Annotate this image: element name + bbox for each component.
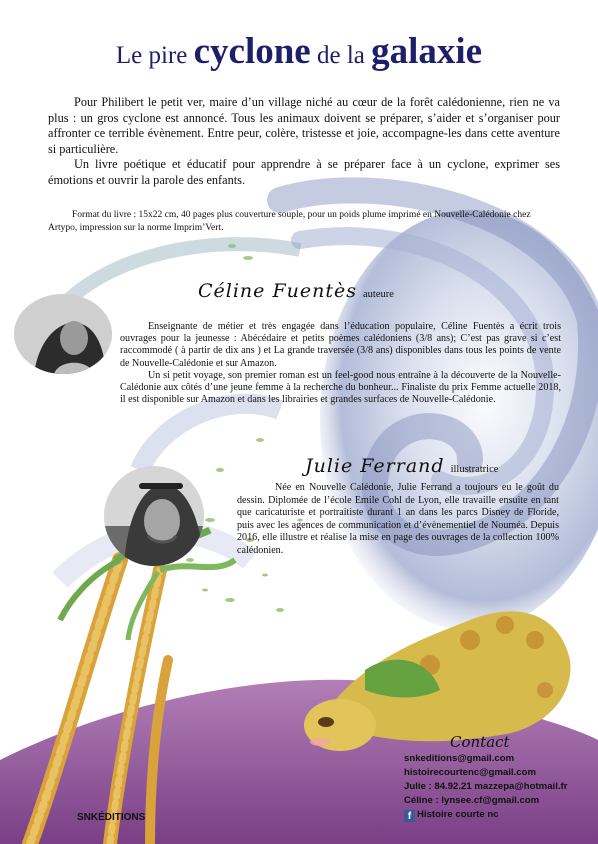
title-part-4: galaxie	[371, 31, 483, 72]
author-name: Céline Fuentès	[198, 280, 357, 302]
contact-celine: Céline : lynsee.cf@gmail.com	[404, 795, 540, 806]
contact-facebook[interactable]	[404, 808, 594, 822]
contact-title: Contact	[450, 733, 510, 751]
facebook-icon: f	[404, 810, 415, 822]
contact-email-snk[interactable]: snkeditions@gmail.com	[404, 753, 515, 764]
author-bio-paragraph-1: Enseignante de métier et très engagée dans l’éducation populaire, Céline Fuentès a écrit trois ouvrages pour la jeunesse : Abécédaire et petits poèmes calédoniens (3/8 ans); C’est pas grave si c’est raccommodé ( à partir de dix ans ) et La grande traversée (3/8 ans) disponibles dans tous les points de vente de Nouvelle-Calédonie et sur Amazon.	[120, 321, 561, 369]
intro-paragraph-1: Pour Philibert le petit ver, maire d’un village niché au cœur de la forêt calédonienne, rien ne va plus : un gros cyclone est annoncé. Tous les animaux doivent se préparer, s’aider et s’organiser pour affronter ce terrible évènement. Entre peur, colère, tristesse et joie, accompagne-les dans cette aventure si particulière.	[48, 95, 560, 156]
book-format: Format du livre : 15x22 cm, 40 pages plus couverture souple, pour un poids plume imprimé en Nouvelle-Calédonie chez Artypo, impression sur la norme Imprim’Vert.	[48, 210, 531, 233]
author-bio	[120, 321, 561, 406]
illustrator-heading	[305, 455, 498, 477]
illustrator-bio-paragraph: Née en Nouvelle Calédonie, Julie Ferrand a toujours eu le goût du dessin. Diplomée de l’école Emile Cohl de Lyon, elle travaille ensuite en tant que caricaturiste et portraitiste durant 1 an dans les parcs Disney de Floride, puis avec les agences de communication et d’évènementiel de Nouméa. Depuis 2016, elle illustre et réalise la mise en page des ouvrages de la collection 100% calédonien.	[237, 482, 559, 556]
illustrator-bio	[237, 482, 559, 558]
illustrator-role: illustratrice	[450, 464, 499, 475]
intro-text	[48, 95, 560, 189]
publisher-logo: SNKÉDITIONS	[77, 812, 146, 823]
illustrator-name: Julie Ferrand	[305, 455, 445, 477]
author-photo	[14, 294, 112, 374]
author-bio-paragraph-2: Un si petit voyage, son premier roman est un feel-good nous entraîne à la découverte de la Nouvelle-Calédonie aux côtés d’une jeune femme à la recherche du bonheur... Finaliste du prix Femme actuelle 2018, il est disponible sur Amazon et dans les librairies et grandes surfaces de Nouvelle-Calédonie.	[120, 369, 561, 406]
illustrator-photo	[104, 466, 204, 566]
page-title	[0, 30, 598, 73]
title-part-2: cyclone	[193, 31, 311, 72]
contact-julie: Julie : 84.92.21 mazzepa@hotmail.fr	[404, 781, 568, 792]
title-part-1: Le pire	[115, 42, 188, 69]
title-part-3: de la	[316, 42, 365, 69]
author-role: auteure	[363, 289, 394, 300]
author-heading	[198, 280, 394, 302]
contact-block	[404, 732, 594, 822]
contact-email-histoire[interactable]: histoirecourtenc@gmail.com	[404, 767, 536, 778]
intro-paragraph-2: Un livre poétique et éducatif pour apprendre à se préparer face à un cyclone, exprimer ses émotions et ouvrir la parole des enfants.	[48, 157, 560, 187]
facebook-label: Histoire courte nc	[417, 809, 499, 820]
